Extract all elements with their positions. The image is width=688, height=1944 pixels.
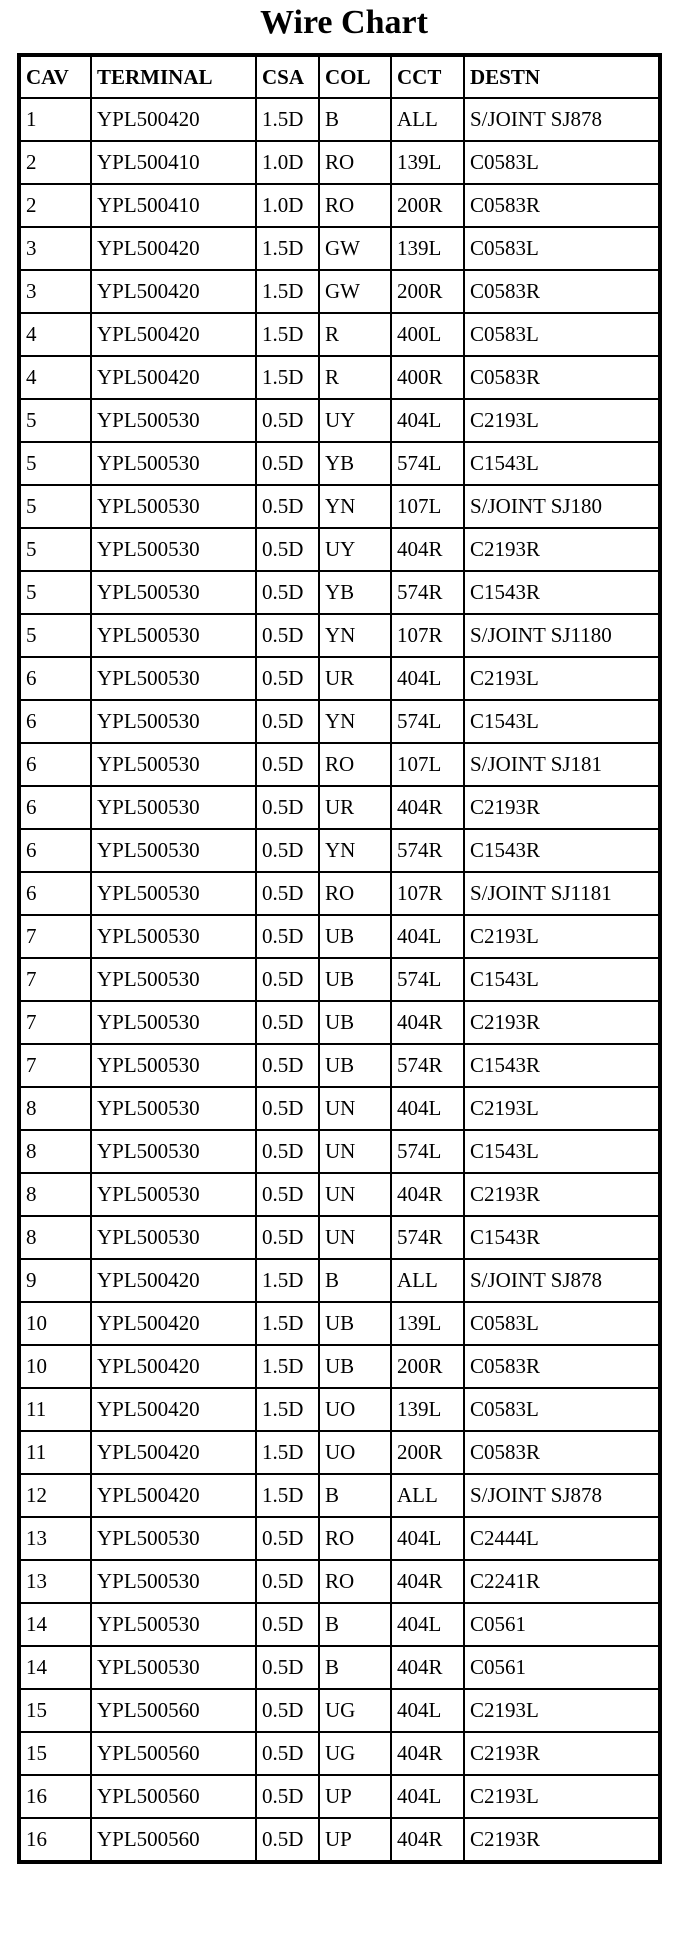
cell-cav: 6 <box>19 829 91 872</box>
table-row <box>19 184 660 227</box>
cell-col: YB <box>319 571 391 614</box>
cell-terminal: YPL500420 <box>91 356 256 399</box>
cell-terminal: YPL500530 <box>91 786 256 829</box>
cell-cct: 404R <box>391 1173 464 1216</box>
table-row <box>19 1345 660 1388</box>
table-row <box>19 1130 660 1173</box>
cell-cct: 574R <box>391 1216 464 1259</box>
cell-cct: 574L <box>391 700 464 743</box>
table-row <box>19 528 660 571</box>
cell-cav: 2 <box>19 141 91 184</box>
cell-terminal: YPL500530 <box>91 1646 256 1689</box>
cell-csa: 1.5D <box>256 1302 319 1345</box>
cell-destn: C2444L <box>464 1517 660 1560</box>
cell-cct: 404R <box>391 1732 464 1775</box>
cell-cav: 3 <box>19 227 91 270</box>
table-row <box>19 356 660 399</box>
cell-cav: 6 <box>19 743 91 786</box>
cell-destn: C2193R <box>464 1818 660 1862</box>
cell-csa: 1.5D <box>256 356 319 399</box>
cell-cav: 15 <box>19 1732 91 1775</box>
cell-cct: 404R <box>391 786 464 829</box>
cell-terminal: YPL500420 <box>91 227 256 270</box>
cell-col: UP <box>319 1818 391 1862</box>
cell-terminal: YPL500530 <box>91 442 256 485</box>
cell-cct: 574R <box>391 571 464 614</box>
cell-cav: 4 <box>19 313 91 356</box>
cell-csa: 0.5D <box>256 915 319 958</box>
cell-csa: 0.5D <box>256 485 319 528</box>
cell-terminal: YPL500530 <box>91 614 256 657</box>
cell-col: UB <box>319 1001 391 1044</box>
column-header-destn: DESTN <box>464 55 660 98</box>
cell-destn: C0583L <box>464 227 660 270</box>
cell-cav: 10 <box>19 1302 91 1345</box>
table-row <box>19 1216 660 1259</box>
table-row <box>19 399 660 442</box>
cell-terminal: YPL500530 <box>91 743 256 786</box>
cell-cav: 2 <box>19 184 91 227</box>
cell-csa: 0.5D <box>256 829 319 872</box>
cell-destn: C2193R <box>464 786 660 829</box>
cell-terminal: YPL500420 <box>91 1388 256 1431</box>
cell-terminal: YPL500420 <box>91 1302 256 1345</box>
cell-cct: 404R <box>391 1818 464 1862</box>
cell-terminal: YPL500530 <box>91 1560 256 1603</box>
table-row <box>19 700 660 743</box>
cell-destn: S/JOINT SJ878 <box>464 1259 660 1302</box>
cell-destn: C1543L <box>464 958 660 1001</box>
cell-destn: C0583L <box>464 1388 660 1431</box>
cell-terminal: YPL500560 <box>91 1775 256 1818</box>
cell-cav: 6 <box>19 657 91 700</box>
cell-csa: 0.5D <box>256 1517 319 1560</box>
cell-terminal: YPL500530 <box>91 829 256 872</box>
table-row <box>19 313 660 356</box>
page-title: Wire Chart <box>260 4 428 41</box>
cell-csa: 0.5D <box>256 1646 319 1689</box>
table-row <box>19 657 660 700</box>
cell-destn: C0561 <box>464 1603 660 1646</box>
cell-destn: C0583L <box>464 1302 660 1345</box>
table-row <box>19 786 660 829</box>
cell-cct: 404R <box>391 1646 464 1689</box>
cell-terminal: YPL500420 <box>91 313 256 356</box>
cell-col: UN <box>319 1130 391 1173</box>
cell-cav: 4 <box>19 356 91 399</box>
cell-cct: 574R <box>391 829 464 872</box>
cell-csa: 0.5D <box>256 1087 319 1130</box>
cell-terminal: YPL500530 <box>91 1130 256 1173</box>
cell-cav: 9 <box>19 1259 91 1302</box>
table-row <box>19 614 660 657</box>
cell-cav: 10 <box>19 1345 91 1388</box>
cell-terminal: YPL500530 <box>91 872 256 915</box>
cell-csa: 0.5D <box>256 1603 319 1646</box>
cell-destn: S/JOINT SJ180 <box>464 485 660 528</box>
table-row <box>19 872 660 915</box>
cell-col: RO <box>319 1517 391 1560</box>
cell-terminal: YPL500530 <box>91 1044 256 1087</box>
cell-destn: C2193L <box>464 915 660 958</box>
cell-csa: 1.5D <box>256 1259 319 1302</box>
cell-cct: 139L <box>391 1388 464 1431</box>
cell-cav: 5 <box>19 485 91 528</box>
cell-col: UO <box>319 1431 391 1474</box>
table-row <box>19 1603 660 1646</box>
cell-cav: 8 <box>19 1173 91 1216</box>
cell-terminal: YPL500530 <box>91 1173 256 1216</box>
cell-terminal: YPL500560 <box>91 1732 256 1775</box>
cell-cav: 15 <box>19 1689 91 1732</box>
cell-col: RO <box>319 872 391 915</box>
cell-cav: 16 <box>19 1775 91 1818</box>
cell-destn: C2193L <box>464 399 660 442</box>
cell-cav: 7 <box>19 1044 91 1087</box>
cell-col: B <box>319 1646 391 1689</box>
cell-terminal: YPL500530 <box>91 485 256 528</box>
cell-cav: 7 <box>19 958 91 1001</box>
cell-destn: C1543L <box>464 700 660 743</box>
cell-csa: 0.5D <box>256 399 319 442</box>
table-row <box>19 571 660 614</box>
cell-terminal: YPL500530 <box>91 528 256 571</box>
cell-cct: 139L <box>391 1302 464 1345</box>
cell-destn: C2193R <box>464 1173 660 1216</box>
cell-col: RO <box>319 141 391 184</box>
cell-col: B <box>319 1259 391 1302</box>
cell-col: B <box>319 1603 391 1646</box>
cell-cav: 6 <box>19 700 91 743</box>
cell-csa: 0.5D <box>256 1818 319 1862</box>
cell-col: YB <box>319 442 391 485</box>
cell-cav: 16 <box>19 1818 91 1862</box>
cell-cav: 1 <box>19 98 91 141</box>
table-row <box>19 1517 660 1560</box>
table-row <box>19 829 660 872</box>
cell-cct: 404L <box>391 1689 464 1732</box>
cell-destn: C2193R <box>464 1732 660 1775</box>
cell-cav: 3 <box>19 270 91 313</box>
cell-csa: 0.5D <box>256 1775 319 1818</box>
cell-cav: 5 <box>19 528 91 571</box>
cell-col: UB <box>319 1302 391 1345</box>
cell-csa: 0.5D <box>256 442 319 485</box>
cell-cav: 8 <box>19 1087 91 1130</box>
cell-destn: C2193L <box>464 1775 660 1818</box>
cell-terminal: YPL500530 <box>91 1517 256 1560</box>
cell-cct: 574R <box>391 1044 464 1087</box>
cell-cav: 13 <box>19 1560 91 1603</box>
cell-destn: C0583R <box>464 1431 660 1474</box>
table-row <box>19 958 660 1001</box>
cell-col: UN <box>319 1087 391 1130</box>
cell-csa: 0.5D <box>256 1044 319 1087</box>
cell-csa: 1.5D <box>256 270 319 313</box>
table-row <box>19 1560 660 1603</box>
cell-cct: ALL <box>391 1474 464 1517</box>
cell-csa: 0.5D <box>256 1130 319 1173</box>
cell-cct: 404L <box>391 1775 464 1818</box>
cell-cct: 200R <box>391 270 464 313</box>
table-row <box>19 1259 660 1302</box>
cell-cav: 14 <box>19 1646 91 1689</box>
cell-terminal: YPL500530 <box>91 1001 256 1044</box>
cell-csa: 0.5D <box>256 700 319 743</box>
cell-csa: 1.5D <box>256 1474 319 1517</box>
cell-csa: 1.0D <box>256 184 319 227</box>
cell-cct: 404R <box>391 1001 464 1044</box>
cell-terminal: YPL500530 <box>91 399 256 442</box>
cell-cav: 5 <box>19 614 91 657</box>
cell-col: R <box>319 313 391 356</box>
cell-csa: 1.5D <box>256 1388 319 1431</box>
cell-col: UO <box>319 1388 391 1431</box>
cell-col: UR <box>319 786 391 829</box>
column-header-col: COL <box>319 55 391 98</box>
table-row <box>19 442 660 485</box>
cell-destn: S/JOINT SJ878 <box>464 1474 660 1517</box>
cell-csa: 0.5D <box>256 657 319 700</box>
cell-destn: C2193L <box>464 1689 660 1732</box>
table-row <box>19 1689 660 1732</box>
cell-destn: S/JOINT SJ1181 <box>464 872 660 915</box>
table-row <box>19 1087 660 1130</box>
cell-destn: C0583R <box>464 270 660 313</box>
table-row <box>19 1818 660 1862</box>
cell-csa: 1.5D <box>256 98 319 141</box>
cell-csa: 0.5D <box>256 1001 319 1044</box>
cell-cct: 107L <box>391 485 464 528</box>
cell-col: RO <box>319 743 391 786</box>
cell-terminal: YPL500410 <box>91 141 256 184</box>
wire-chart-table <box>17 53 662 1864</box>
cell-destn: C1543L <box>464 442 660 485</box>
cell-terminal: YPL500530 <box>91 1216 256 1259</box>
cell-destn: C0583R <box>464 356 660 399</box>
cell-cct: 574L <box>391 442 464 485</box>
cell-cct: 400L <box>391 313 464 356</box>
cell-destn: C1543L <box>464 1130 660 1173</box>
cell-terminal: YPL500530 <box>91 657 256 700</box>
cell-destn: C1543R <box>464 1044 660 1087</box>
column-header-cav: CAV <box>19 55 91 98</box>
cell-destn: C2193R <box>464 1001 660 1044</box>
cell-cav: 7 <box>19 915 91 958</box>
cell-terminal: YPL500530 <box>91 1603 256 1646</box>
cell-cct: ALL <box>391 98 464 141</box>
cell-col: UY <box>319 399 391 442</box>
cell-col: GW <box>319 227 391 270</box>
cell-cct: 107L <box>391 743 464 786</box>
header-row <box>19 55 660 98</box>
cell-csa: 0.5D <box>256 1732 319 1775</box>
cell-destn: C0583R <box>464 184 660 227</box>
cell-csa: 1.5D <box>256 227 319 270</box>
cell-csa: 1.5D <box>256 1431 319 1474</box>
table-row <box>19 1646 660 1689</box>
cell-csa: 0.5D <box>256 1173 319 1216</box>
cell-terminal: YPL500410 <box>91 184 256 227</box>
cell-cav: 5 <box>19 571 91 614</box>
cell-col: GW <box>319 270 391 313</box>
cell-col: UR <box>319 657 391 700</box>
cell-destn: C2193L <box>464 1087 660 1130</box>
cell-csa: 0.5D <box>256 614 319 657</box>
cell-cct: 200R <box>391 1431 464 1474</box>
cell-cct: 574L <box>391 1130 464 1173</box>
cell-terminal: YPL500420 <box>91 1345 256 1388</box>
cell-col: RO <box>319 184 391 227</box>
cell-cav: 6 <box>19 786 91 829</box>
table-row <box>19 915 660 958</box>
table-row <box>19 270 660 313</box>
cell-terminal: YPL500420 <box>91 1474 256 1517</box>
cell-col: UB <box>319 958 391 1001</box>
cell-col: UB <box>319 1044 391 1087</box>
cell-destn: C0583L <box>464 313 660 356</box>
cell-destn: C0583L <box>464 141 660 184</box>
cell-col: B <box>319 98 391 141</box>
cell-col: YN <box>319 700 391 743</box>
table-row <box>19 1302 660 1345</box>
table-row <box>19 1388 660 1431</box>
cell-csa: 0.5D <box>256 786 319 829</box>
cell-terminal: YPL500420 <box>91 1259 256 1302</box>
cell-cav: 8 <box>19 1130 91 1173</box>
cell-col: UG <box>319 1689 391 1732</box>
cell-csa: 0.5D <box>256 743 319 786</box>
cell-csa: 1.5D <box>256 313 319 356</box>
cell-cav: 6 <box>19 872 91 915</box>
column-header-terminal: TERMINAL <box>91 55 256 98</box>
cell-destn: C1543R <box>464 571 660 614</box>
cell-terminal: YPL500530 <box>91 700 256 743</box>
cell-cct: 404L <box>391 1603 464 1646</box>
cell-cct: 400R <box>391 356 464 399</box>
cell-cct: 139L <box>391 141 464 184</box>
cell-terminal: YPL500530 <box>91 958 256 1001</box>
cell-destn: C0561 <box>464 1646 660 1689</box>
cell-cct: 404L <box>391 399 464 442</box>
cell-cct: 404L <box>391 1087 464 1130</box>
cell-cct: 107R <box>391 872 464 915</box>
cell-col: UB <box>319 1345 391 1388</box>
cell-terminal: YPL500530 <box>91 915 256 958</box>
cell-cav: 13 <box>19 1517 91 1560</box>
cell-cav: 8 <box>19 1216 91 1259</box>
cell-col: UG <box>319 1732 391 1775</box>
cell-col: UB <box>319 915 391 958</box>
table-row <box>19 485 660 528</box>
cell-destn: S/JOINT SJ878 <box>464 98 660 141</box>
cell-cct: 200R <box>391 1345 464 1388</box>
cell-col: YN <box>319 829 391 872</box>
cell-terminal: YPL500420 <box>91 98 256 141</box>
cell-cav: 7 <box>19 1001 91 1044</box>
cell-terminal: YPL500560 <box>91 1689 256 1732</box>
table-row <box>19 1732 660 1775</box>
table-body <box>19 98 660 1862</box>
table-row <box>19 1173 660 1216</box>
cell-csa: 0.5D <box>256 1689 319 1732</box>
cell-destn: C0583R <box>464 1345 660 1388</box>
cell-cct: 404R <box>391 528 464 571</box>
column-header-csa: CSA <box>256 55 319 98</box>
column-header-cct: CCT <box>391 55 464 98</box>
cell-csa: 1.0D <box>256 141 319 184</box>
cell-csa: 0.5D <box>256 872 319 915</box>
cell-col: UY <box>319 528 391 571</box>
cell-destn: C2241R <box>464 1560 660 1603</box>
cell-destn: C1543R <box>464 829 660 872</box>
cell-cct: 200R <box>391 184 464 227</box>
cell-terminal: YPL500530 <box>91 571 256 614</box>
table-row <box>19 743 660 786</box>
cell-cav: 14 <box>19 1603 91 1646</box>
cell-terminal: YPL500420 <box>91 1431 256 1474</box>
cell-csa: 0.5D <box>256 1560 319 1603</box>
cell-cct: 404L <box>391 657 464 700</box>
cell-destn: C2193L <box>464 657 660 700</box>
cell-terminal: YPL500560 <box>91 1818 256 1862</box>
cell-col: UP <box>319 1775 391 1818</box>
table-row <box>19 1001 660 1044</box>
cell-cav: 12 <box>19 1474 91 1517</box>
cell-col: YN <box>319 485 391 528</box>
cell-csa: 0.5D <box>256 571 319 614</box>
cell-cct: 404L <box>391 1517 464 1560</box>
cell-cav: 5 <box>19 442 91 485</box>
cell-csa: 0.5D <box>256 1216 319 1259</box>
cell-destn: S/JOINT SJ1180 <box>464 614 660 657</box>
cell-cav: 11 <box>19 1388 91 1431</box>
cell-terminal: YPL500420 <box>91 270 256 313</box>
cell-cct: 404R <box>391 1560 464 1603</box>
table-row <box>19 141 660 184</box>
table-row <box>19 1474 660 1517</box>
cell-destn: C2193R <box>464 528 660 571</box>
cell-col: UN <box>319 1216 391 1259</box>
cell-cct: 139L <box>391 227 464 270</box>
cell-col: RO <box>319 1560 391 1603</box>
cell-cct: 574L <box>391 958 464 1001</box>
cell-destn: C1543R <box>464 1216 660 1259</box>
cell-cav: 11 <box>19 1431 91 1474</box>
cell-cct: 107R <box>391 614 464 657</box>
table-row <box>19 98 660 141</box>
cell-col: YN <box>319 614 391 657</box>
cell-col: B <box>319 1474 391 1517</box>
cell-cct: 404L <box>391 915 464 958</box>
cell-destn: S/JOINT SJ181 <box>464 743 660 786</box>
cell-terminal: YPL500530 <box>91 1087 256 1130</box>
cell-col: R <box>319 356 391 399</box>
table-row <box>19 1431 660 1474</box>
cell-csa: 1.5D <box>256 1345 319 1388</box>
table-row <box>19 227 660 270</box>
cell-csa: 0.5D <box>256 958 319 1001</box>
cell-cct: ALL <box>391 1259 464 1302</box>
cell-col: UN <box>319 1173 391 1216</box>
table-row <box>19 1044 660 1087</box>
cell-cav: 5 <box>19 399 91 442</box>
table-row <box>19 1775 660 1818</box>
cell-csa: 0.5D <box>256 528 319 571</box>
